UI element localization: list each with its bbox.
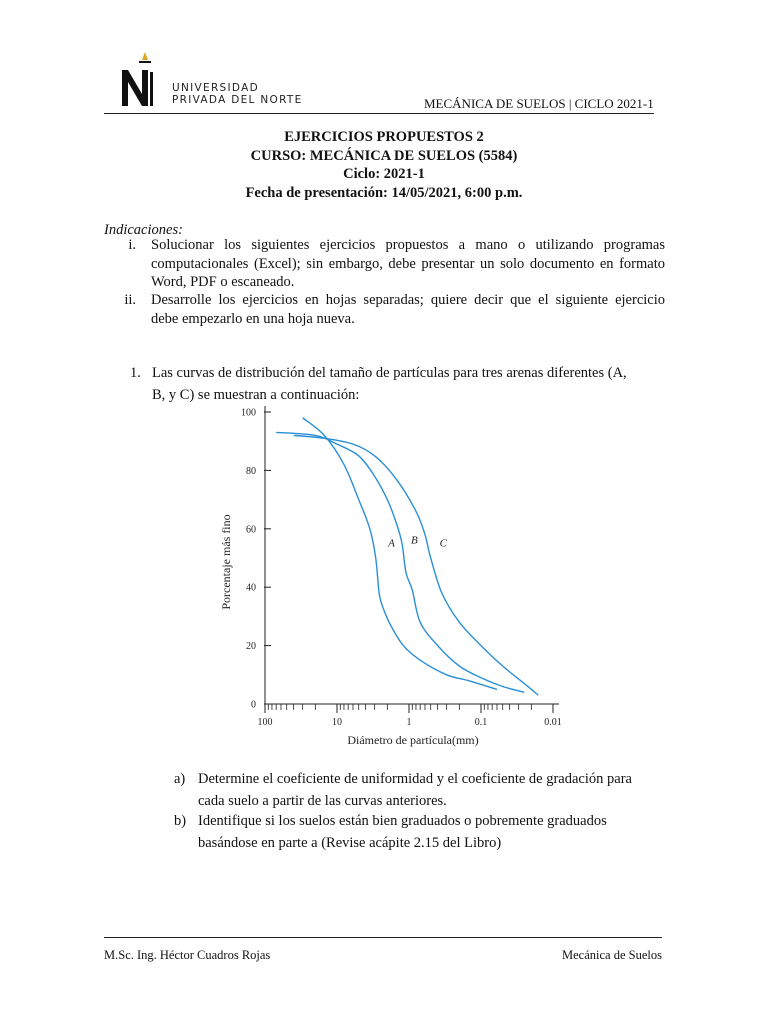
university-name <box>172 82 303 106</box>
subquestion-b <box>174 810 674 856</box>
indication-line: Desarrolle los ejercicios en hojas separadas; quiere decir que el siguiente ejercicio <box>151 292 665 308</box>
indication-line: computacionales (Excel); sin embargo, debe presentar un solo documento en formato <box>151 255 665 272</box>
y-tick-label: 60 <box>246 524 256 536</box>
y-tick-label: 80 <box>246 465 256 477</box>
indications-heading: Indicaciones: <box>104 222 183 238</box>
question-line: Las curvas de distribución del tamaño de partículas para tres arenas diferentes (A, <box>152 365 627 381</box>
university-name-line2: PRIVADA DEL NORTE <box>172 94 303 106</box>
curve-label-c: C <box>439 537 448 550</box>
y-tick-label: 100 <box>241 407 256 419</box>
indication-line: debe empezarlo en una hoja nueva. <box>151 310 355 327</box>
indication-line: Word, PDF o escaneado. <box>151 274 295 290</box>
question-line: B, y C) se muestran a continuación: <box>152 387 360 403</box>
y-tick-label: 20 <box>246 641 256 653</box>
indication-item-1 <box>104 236 704 296</box>
title-line-2: CURSO: MECÁNICA DE SUELOS (5584) <box>250 147 518 164</box>
indication-number: ii. <box>124 292 136 308</box>
y-tick-label: 0 <box>251 699 256 711</box>
curve-c <box>294 435 539 695</box>
footer-author: M.Sc. Ing. Héctor Cuadros Rojas <box>104 948 271 962</box>
title-line-4: Fecha de presentación: 14/05/2021, 6:00 p.m. <box>245 184 523 201</box>
subquestion-line: Identifique si los suelos están bien graduados o pobremente graduados <box>198 813 607 829</box>
subquestion-line: basándose en parte a (Revise acápite 2.15 del Libro) <box>198 835 502 851</box>
indication-text <box>151 236 665 292</box>
x-tick-label: 1 <box>406 717 412 728</box>
title-block <box>104 128 664 202</box>
university-logo-icon <box>118 50 162 108</box>
subquestion-letter: b) <box>174 813 187 829</box>
x-tick-label: 0.01 <box>544 717 562 728</box>
indication-line: Solucionar los siguientes ejercicios propuestos a mano o utilizando programas <box>151 237 665 253</box>
indication-item-2 <box>104 291 704 331</box>
indication-number: i. <box>128 237 136 253</box>
title-line-3: Ciclo: 2021-1 <box>343 166 425 182</box>
footer-course: Mecánica de Suelos <box>562 948 662 962</box>
curve-label-b: B <box>411 534 418 547</box>
subquestion-line: cada suelo a partir de las curvas anteriores. <box>198 793 447 809</box>
y-axis-title: Porcentaje más fino <box>219 514 233 610</box>
header-divider <box>104 113 654 114</box>
curve-label-a: A <box>388 537 395 550</box>
curve-b <box>276 432 524 692</box>
subquestion-a <box>174 768 674 814</box>
curve-a <box>303 418 497 690</box>
y-tick-label: 40 <box>246 582 256 594</box>
header-course-cycle: MECÁNICA DE SUELOS | CICLO 2021-1 <box>424 96 654 111</box>
question-number: 1. <box>130 365 141 381</box>
x-tick-label: 10 <box>332 717 342 728</box>
subquestion-letter: a) <box>174 771 186 787</box>
title-line-1: EJERCICIOS PROPUESTOS 2 <box>284 129 484 145</box>
particle-size-distribution-chart <box>210 400 570 750</box>
x-tick-label: 0.1 <box>474 717 488 728</box>
subquestion-text <box>198 810 668 854</box>
subquestion-line: Determine el coeficiente de uniformidad y el coeficiente de gradación para <box>198 771 632 787</box>
footer-divider <box>104 937 662 938</box>
indication-text <box>151 291 665 328</box>
subquestion-text <box>198 768 668 812</box>
university-name-line1: UNIVERSIDAD <box>172 82 259 94</box>
x-axis-title: Diámetro de partícula(mm) <box>347 733 479 747</box>
x-tick-label: 100 <box>257 717 273 728</box>
